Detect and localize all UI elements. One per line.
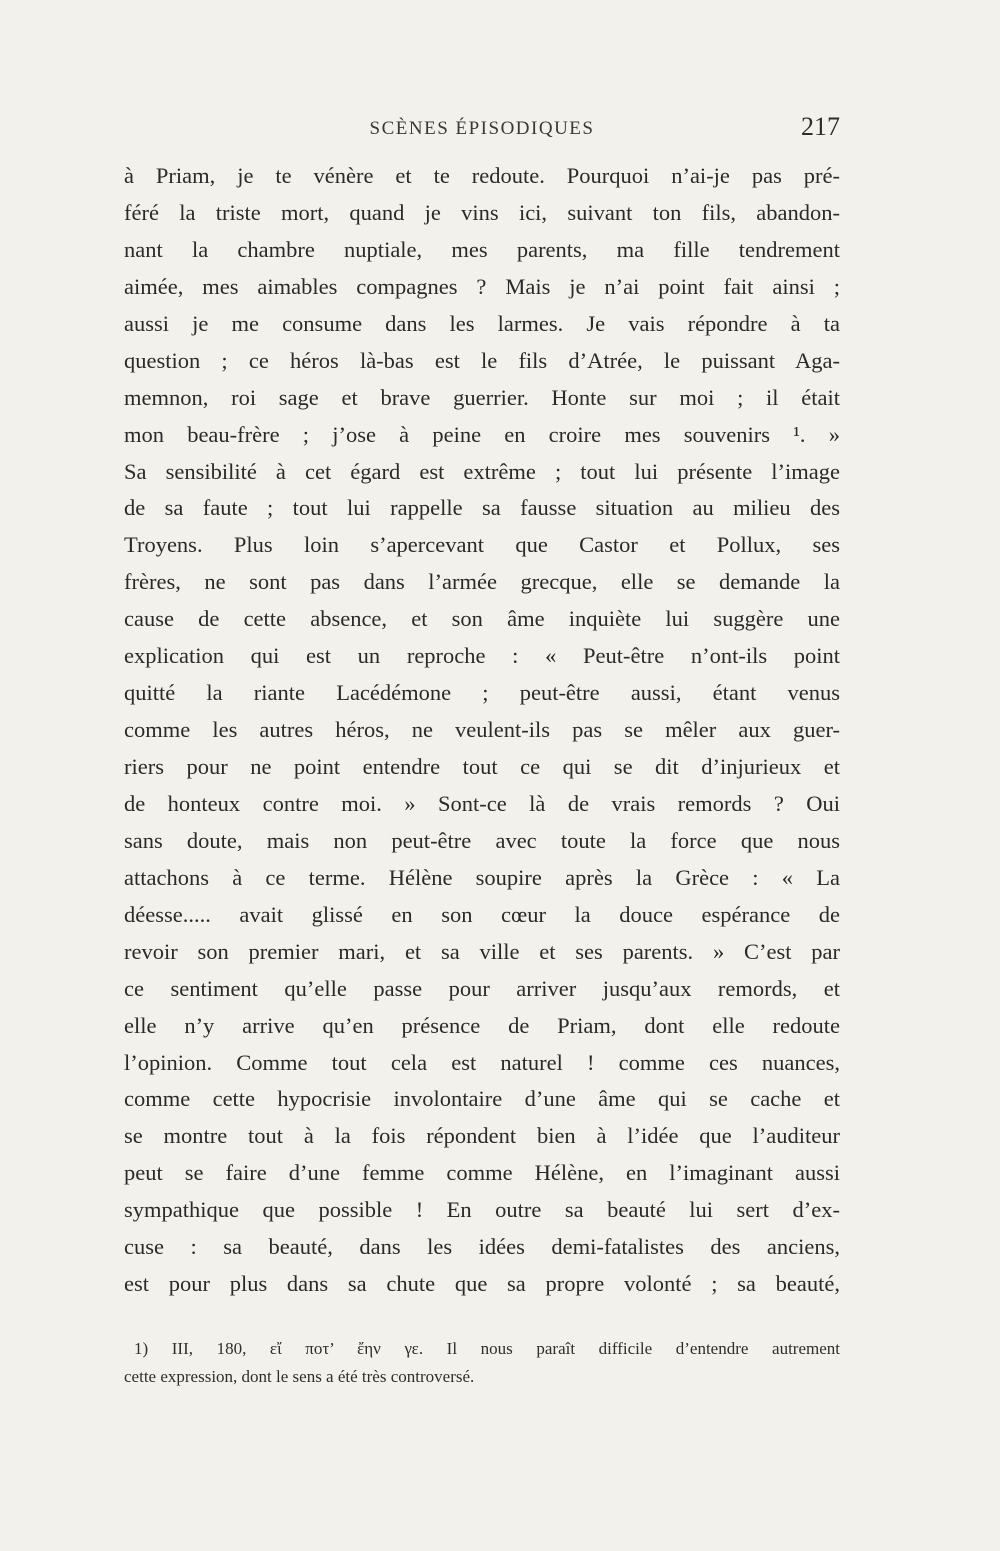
footnote: [124, 1335, 840, 1391]
text-line: se montre tout à la fois répondent bien à l’idée que l’auditeur: [124, 1123, 840, 1149]
text-line: aussi je me consume dans les larmes. Je vais répondre à ta: [124, 310, 840, 336]
text-line: cuse : sa beauté, dans les idées demi-fatalistes des anciens,: [124, 1234, 840, 1260]
text-line: elle n’y arrive qu’en présence de Priam, dont elle redoute: [124, 1012, 840, 1038]
text-line: à Priam, je te vénère et te redoute. Pourquoi n’ai-je pas pré-: [124, 163, 840, 188]
text-line: sympathique que possible ! En outre sa beauté lui sert d’ex-: [124, 1197, 840, 1223]
footnote-line: 1) III, 180, εἴ ποτ’ ἔην γε. Il nous paraît difficile d’entendre autrement: [134, 1339, 840, 1358]
text-line: de sa faute ; tout lui rappelle sa fausse situation au milieu des: [124, 495, 840, 521]
text-line: comme les autres héros, ne veulent-ils pas se mêler aux guer-: [124, 717, 840, 743]
text-line: frères, ne sont pas dans l’armée grecque, elle se demande la: [124, 569, 840, 595]
text-line: memnon, roi sage et brave guerrier. Honte sur moi ; il était: [124, 384, 840, 410]
text-line: riers pour ne point entendre tout ce qui se dit d’injurieux et: [124, 754, 840, 779]
text-line: est pour plus dans sa chute que sa propre volonté ; sa beauté,: [124, 1271, 840, 1297]
body-text: [124, 158, 840, 1303]
running-head: SCÈNES ÉPISODIQUES: [369, 118, 595, 139]
text-line: peut se faire d’une femme comme Hélène, en l’imaginant aussi: [124, 1160, 840, 1186]
footnote-line: cette expression, dont le sens a été très controversé.: [124, 1367, 475, 1386]
text-line: déesse..... avait glissé en son cœur la douce espérance de: [124, 901, 840, 927]
text-line: féré la triste mort, quand je vins ici, suivant ton fils, abandon-: [124, 199, 840, 225]
page-header: [124, 112, 840, 152]
text-line: attachons à ce terme. Hélène soupire après la Grèce : « La: [124, 864, 840, 890]
text-line: explication qui est un reproche : « Peut-être n’ont-ils point: [124, 643, 840, 669]
text-line: sans doute, mais non peut-être avec toute la force que nous: [124, 827, 840, 853]
text-line: nant la chambre nuptiale, mes parents, ma fille tendrement: [124, 236, 840, 262]
text-line: de honteux contre moi. » Sont-ce là de vrais remords ? Oui: [124, 790, 840, 816]
text-line: aimée, mes aimables compagnes ? Mais je n’ai point fait ainsi ;: [124, 273, 840, 299]
text-line: ce sentiment qu’elle passe pour arriver jusqu’aux remords, et: [124, 975, 840, 1001]
text-line: quitté la riante Lacédémone ; peut-être aussi, étant venus: [124, 680, 840, 706]
page-number: 217: [801, 112, 840, 141]
text-line: cause de cette absence, et son âme inquiète lui suggère une: [124, 606, 840, 632]
text-line: revoir son premier mari, et sa ville et ses parents. » C’est par: [124, 938, 840, 964]
text-line: comme cette hypocrisie involontaire d’une âme qui se cache et: [124, 1086, 840, 1112]
text-line: mon beau-frère ; j’ose à peine en croire mes souvenirs ¹. »: [124, 421, 840, 447]
text-line: Troyens. Plus loin s’apercevant que Castor et Pollux, ses: [124, 532, 840, 558]
text-line: l’opinion. Comme tout cela est naturel ! comme ces nuances,: [124, 1049, 840, 1075]
text-line: question ; ce héros là-bas est le fils d’Atrée, le puissant Aga-: [124, 347, 840, 373]
text-line: Sa sensibilité à cet égard est extrême ; tout lui présente l’image: [124, 458, 840, 484]
